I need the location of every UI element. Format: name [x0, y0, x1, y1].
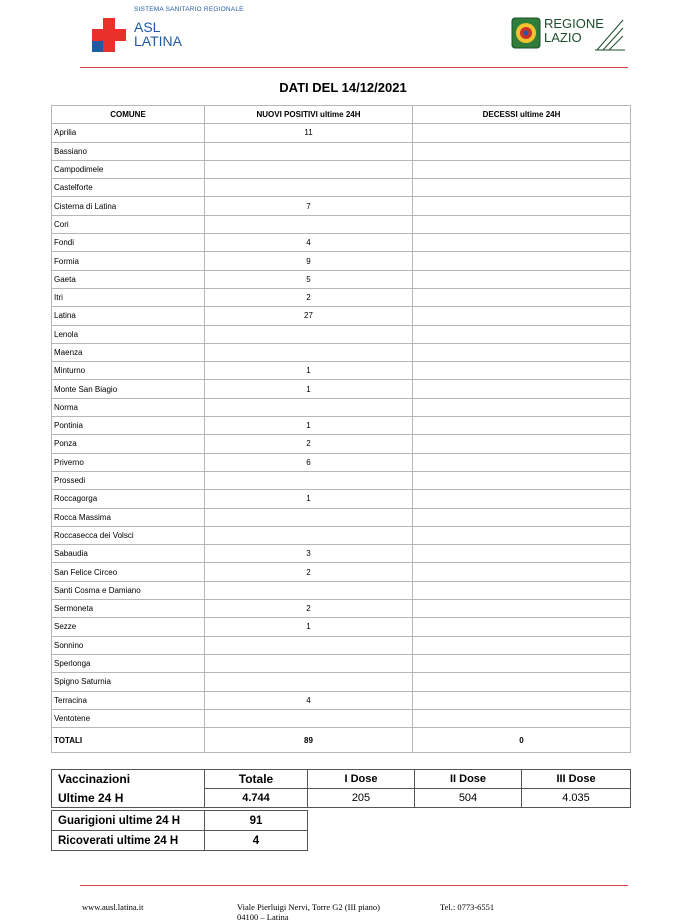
comune-cell: Aprilia — [52, 124, 205, 142]
vaccinazioni-table — [51, 769, 631, 808]
vaccinazioni-label: Vaccinazioni — [52, 770, 205, 789]
table-row — [52, 471, 631, 489]
comune-cell: Fondi — [52, 234, 205, 252]
decessi-cell — [413, 270, 631, 288]
positivi-cell — [205, 325, 413, 343]
decessi-cell — [413, 124, 631, 142]
decessi-cell — [413, 563, 631, 581]
page-title: DATI DEL 14/12/2021 — [279, 80, 407, 95]
guarigioni-ricoverati-table — [51, 810, 308, 851]
table-row — [52, 179, 631, 197]
vacc-header-i-dose: I Dose — [308, 770, 415, 789]
footer-website: www.ausl.latina.it — [82, 902, 144, 912]
table-row — [52, 490, 631, 508]
positivi-cell: 1 — [205, 490, 413, 508]
table-row — [52, 398, 631, 416]
table-row — [52, 215, 631, 233]
red-cross-icon — [92, 18, 126, 52]
ricoverati-row — [52, 831, 308, 851]
vacc-header-ii-dose: II Dose — [415, 770, 522, 789]
vacc-header-iii-dose: III Dose — [522, 770, 631, 789]
positivi-cell: 1 — [205, 417, 413, 435]
comune-cell: Maenza — [52, 343, 205, 361]
page-header — [0, 0, 686, 70]
positivi-cell — [205, 654, 413, 672]
decessi-cell — [413, 600, 631, 618]
comune-cell: Monte San Biagio — [52, 380, 205, 398]
comune-cell: Latina — [52, 307, 205, 325]
decessi-cell — [413, 435, 631, 453]
table-row — [52, 545, 631, 563]
comune-cell: Terracina — [52, 691, 205, 709]
positivi-cell: 5 — [205, 270, 413, 288]
positivi-cell: 7 — [205, 197, 413, 215]
positivi-cell: 1 — [205, 618, 413, 636]
comune-cell: Castelforte — [52, 179, 205, 197]
table-row — [52, 307, 631, 325]
decessi-cell — [413, 307, 631, 325]
comune-cell: Roccasecca dei Volsci — [52, 526, 205, 544]
lazio-lines-icon — [595, 16, 625, 52]
table-row — [52, 142, 631, 160]
comune-cell: Prossedi — [52, 471, 205, 489]
decessi-cell — [413, 654, 631, 672]
table-row — [52, 252, 631, 270]
decessi-cell — [413, 508, 631, 526]
comune-cell: Ventotene — [52, 709, 205, 727]
comune-cell: Priverno — [52, 453, 205, 471]
decessi-cell — [413, 526, 631, 544]
table-row — [52, 673, 631, 691]
comune-cell: Rocca Massima — [52, 508, 205, 526]
table-row — [52, 325, 631, 343]
comune-cell: Norma — [52, 398, 205, 416]
comuni-table — [51, 105, 631, 753]
decessi-cell — [413, 636, 631, 654]
decessi-cell — [413, 417, 631, 435]
positivi-cell: 3 — [205, 545, 413, 563]
table-row — [52, 581, 631, 599]
decessi-cell — [413, 343, 631, 361]
positivi-cell: 27 — [205, 307, 413, 325]
asl-name-line1: ASL — [134, 19, 161, 35]
table-row — [52, 435, 631, 453]
decessi-cell — [413, 215, 631, 233]
decessi-cell — [413, 362, 631, 380]
vaccinazioni-values-row — [52, 789, 631, 808]
column-header-comune: COMUNE — [52, 106, 205, 124]
table-header-row — [52, 106, 631, 124]
decessi-cell — [413, 197, 631, 215]
lazio-line2: LAZIO — [544, 30, 582, 45]
table-row — [52, 508, 631, 526]
table-row — [52, 234, 631, 252]
comune-cell: Sermoneta — [52, 600, 205, 618]
lazio-line1: REGIONE — [544, 16, 604, 31]
vacc-header-totale: Totale — [205, 770, 308, 789]
footer-address — [237, 902, 380, 922]
totals-row — [52, 728, 631, 753]
comune-cell: Sperlonga — [52, 654, 205, 672]
decessi-cell — [413, 142, 631, 160]
table-row — [52, 270, 631, 288]
guarigioni-value: 91 — [205, 811, 308, 831]
comune-cell: San Felice Circeo — [52, 563, 205, 581]
decessi-cell — [413, 490, 631, 508]
vacc-value-i-dose: 205 — [308, 789, 415, 808]
positivi-cell — [205, 636, 413, 654]
comune-cell: Itri — [52, 288, 205, 306]
comune-cell: Bassiano — [52, 142, 205, 160]
guarigioni-row — [52, 811, 308, 831]
table-row — [52, 453, 631, 471]
comune-cell: Campodimele — [52, 160, 205, 178]
totals-positivi: 89 — [205, 728, 413, 753]
footer-address-line1: Viale Pierluigi Nervi, Torre G2 (III piano) — [237, 902, 380, 912]
positivi-cell — [205, 709, 413, 727]
positivi-cell — [205, 673, 413, 691]
table-row — [52, 654, 631, 672]
positivi-cell: 4 — [205, 234, 413, 252]
decessi-cell — [413, 380, 631, 398]
decessi-cell — [413, 581, 631, 599]
table-row — [52, 563, 631, 581]
comune-cell: Cori — [52, 215, 205, 233]
decessi-cell — [413, 471, 631, 489]
positivi-cell: 4 — [205, 691, 413, 709]
table-row — [52, 288, 631, 306]
positivi-cell: 1 — [205, 362, 413, 380]
table-row — [52, 526, 631, 544]
positivi-cell: 2 — [205, 288, 413, 306]
ricoverati-value: 4 — [205, 831, 308, 851]
positivi-cell — [205, 581, 413, 599]
asl-name — [134, 20, 182, 48]
vacc-value-ii-dose: 504 — [415, 789, 522, 808]
vaccinazioni-period-label: Ultime 24 H — [52, 789, 205, 808]
footer-address-line2: 04100 – Latina — [237, 912, 289, 922]
decessi-cell — [413, 160, 631, 178]
table-row — [52, 380, 631, 398]
positivi-cell — [205, 142, 413, 160]
positivi-cell — [205, 508, 413, 526]
comune-cell: Santi Cosma e Damiano — [52, 581, 205, 599]
positivi-cell: 11 — [205, 124, 413, 142]
column-header-decessi: DECESSI ultime 24H — [413, 106, 631, 124]
ricoverati-label: Ricoverati ultime 24 H — [52, 831, 205, 851]
asl-subtitle: SISTEMA SANITARIO REGIONALE — [134, 6, 244, 13]
table-row — [52, 636, 631, 654]
positivi-cell — [205, 526, 413, 544]
positivi-cell: 1 — [205, 380, 413, 398]
comune-cell: Spigno Saturnia — [52, 673, 205, 691]
decessi-cell — [413, 709, 631, 727]
positivi-cell: 2 — [205, 435, 413, 453]
decessi-cell — [413, 179, 631, 197]
comune-cell: Sezze — [52, 618, 205, 636]
positivi-cell — [205, 398, 413, 416]
column-header-positivi: NUOVI POSITIVI ultime 24H — [205, 106, 413, 124]
asl-latina-logo — [92, 6, 262, 56]
positivi-cell — [205, 179, 413, 197]
asl-name-line2: LATINA — [134, 33, 182, 49]
table-row — [52, 197, 631, 215]
positivi-cell: 6 — [205, 453, 413, 471]
decessi-cell — [413, 673, 631, 691]
decessi-cell — [413, 453, 631, 471]
comune-cell: Sabaudia — [52, 545, 205, 563]
decessi-cell — [413, 288, 631, 306]
vacc-value-totale: 4.744 — [205, 789, 308, 808]
table-row — [52, 600, 631, 618]
decessi-cell — [413, 545, 631, 563]
vaccinazioni-header-row — [52, 770, 631, 789]
positivi-cell — [205, 160, 413, 178]
guarigioni-label: Guarigioni ultime 24 H — [52, 811, 205, 831]
positivi-cell — [205, 471, 413, 489]
totals-decessi: 0 — [413, 728, 631, 753]
regione-lazio-logo — [511, 14, 626, 54]
header-rule — [80, 67, 628, 68]
positivi-cell: 2 — [205, 600, 413, 618]
decessi-cell — [413, 325, 631, 343]
table-row — [52, 618, 631, 636]
comune-cell: Cisterna di Latina — [52, 197, 205, 215]
comune-cell: Lenola — [52, 325, 205, 343]
comune-cell: Minturno — [52, 362, 205, 380]
table-row — [52, 160, 631, 178]
table-row — [52, 417, 631, 435]
comune-cell: Gaeta — [52, 270, 205, 288]
positivi-cell — [205, 215, 413, 233]
table-row — [52, 343, 631, 361]
positivi-cell: 2 — [205, 563, 413, 581]
table-row — [52, 691, 631, 709]
decessi-cell — [413, 618, 631, 636]
positivi-cell — [205, 343, 413, 361]
comune-cell: Pontinia — [52, 417, 205, 435]
decessi-cell — [413, 398, 631, 416]
comune-cell: Ponza — [52, 435, 205, 453]
positivi-cell: 9 — [205, 252, 413, 270]
comune-cell: Roccagorga — [52, 490, 205, 508]
footer-tel: Tel.: 0773-6551 — [440, 902, 495, 912]
lazio-emblem-icon — [511, 17, 541, 49]
table-row — [52, 362, 631, 380]
totals-label: TOTALI — [52, 728, 205, 753]
comune-cell: Formia — [52, 252, 205, 270]
decessi-cell — [413, 252, 631, 270]
table-row — [52, 709, 631, 727]
table-row — [52, 124, 631, 142]
decessi-cell — [413, 691, 631, 709]
decessi-cell — [413, 234, 631, 252]
footer-rule — [80, 885, 628, 886]
vacc-value-iii-dose: 4.035 — [522, 789, 631, 808]
comune-cell: Sonnino — [52, 636, 205, 654]
